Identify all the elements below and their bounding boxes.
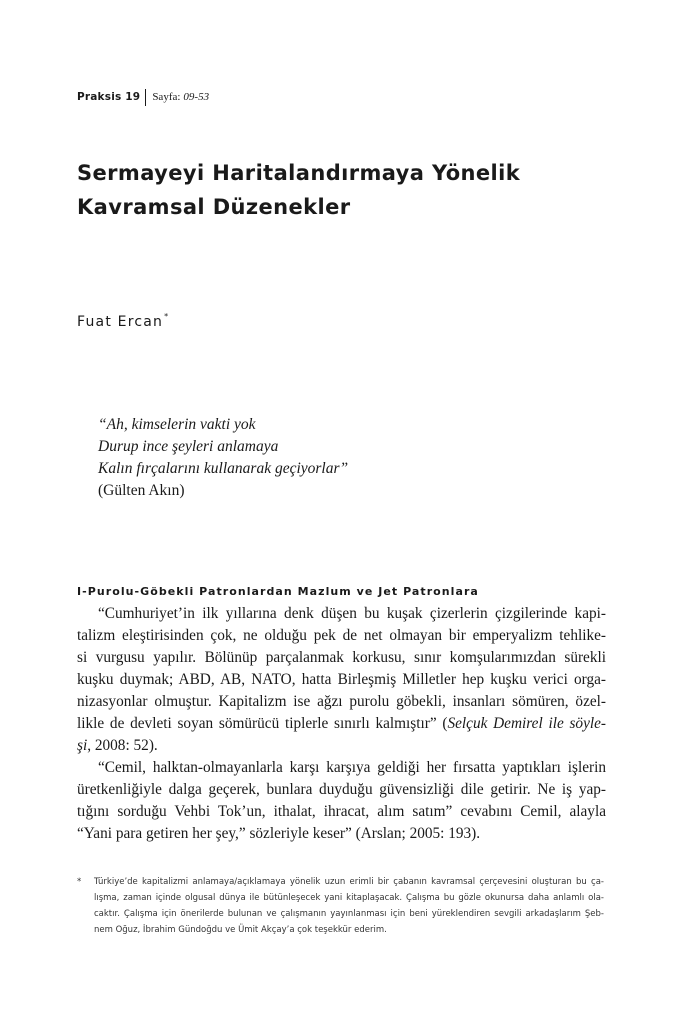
title-line-1: Sermayeyi Haritalandırmaya Yönelik — [77, 161, 521, 185]
page-range-label: Sayfa: — [152, 91, 181, 103]
body-line: “Cemil, halktan-olmayanlarla karşı karşıya geldiği her fırsatta yaptıkları işlerin — [98, 759, 606, 776]
body-text: , 2008: 52). — [87, 737, 158, 754]
body-line: tığını sorduğu Vehbi Tok’un, ithalat, ihracat, alım satım” cevabını Cemil, alayla — [77, 803, 606, 820]
body-line: üretkenliğiyle dalga geçerek, bunlara duyduğu güvensizliği dile getirir. Ne iş yap- — [77, 781, 606, 798]
footnote-line: Türkiye’de kapitalizmi anlamaya/açıklamaya yönelik uzun erimli bir çabanın kavramsal çerçevesini oluşturan bu ça- — [94, 877, 604, 887]
footnote-line: lışma, zaman içinde olgusal dünya ile bütünleşecek yani kitaplaşacak. Çalışma bu gözle okunursa daha anlamlı ola- — [94, 893, 604, 903]
epigraph-line-1: “Ah, kimselerin vakti yok — [98, 416, 256, 433]
footnote-line: nem Oğuz, İbrahim Gündoğdu ve Ümit Akçay’a çok teşekkür ederim. — [94, 925, 387, 935]
body-line: si vurgusu yapılır. Bölünüp parçalanmak korkusu, sınır komşularımızdan sürekli — [77, 649, 606, 666]
citation-italic: şi — [77, 737, 88, 754]
epigraph-source: (Gülten Akın) — [98, 482, 185, 499]
header-divider — [145, 89, 146, 106]
footnote-line: caktır. Çalışma için önerilerde bulunan ve çalışmanın yayınlanması için beni yüreklendiren sevgili arkadaşlarım Şeb- — [94, 909, 604, 919]
journal-issue: Praksis 19 — [77, 91, 141, 103]
article-title — [77, 156, 617, 224]
epigraph-line-3: Kalın fırçalarını kullanarak geçiyorlar” — [98, 460, 349, 477]
epigraph — [98, 414, 348, 502]
page-range: 09-53 — [183, 91, 210, 103]
section-heading: I-Purolu-Göbekli Patronlardan Mazlum ve Jet Patronlara — [77, 585, 479, 598]
epigraph-line-2: Durup ince şeyleri anlamaya — [98, 438, 279, 455]
title-line-2: Kavramsal Düzenekler — [77, 195, 351, 219]
running-header — [77, 88, 209, 106]
body-line: “Cumhuriyet’in ilk yıllarına denk düşen bu kuşak çizerlerin çizgilerinde kapi- — [98, 605, 606, 622]
author-footnote-mark: * — [164, 312, 169, 321]
author-byline — [77, 312, 168, 330]
body-text: likle de devleti soyan sömürücü tiplerle sınırlı kalmıştır” ( — [77, 715, 448, 732]
body-line: talizm eleştirisinden çok, ne olduğu pek de net olmayan bir emperyalizm tehlike- — [77, 627, 606, 644]
body-line — [77, 713, 606, 735]
citation-italic: Selçuk Demirel ile söyle- — [447, 715, 606, 732]
footnote-mark: * — [77, 877, 82, 887]
author-name: Fuat Ercan — [77, 314, 164, 330]
body-line — [77, 735, 158, 757]
body-line: “Yani para getiren her şey,” sözleriyle keser” (Arslan; 2005: 193). — [77, 825, 481, 842]
body-line: kuşku duymak; ABD, AB, NATO, hatta Birleşmiş Milletler hep kuşku verici orga- — [77, 671, 606, 688]
body-line: nizasyonlar olmuştur. Kapitalizm ise ağzı purolu göbekli, insanları sömüren, özel- — [77, 693, 606, 710]
